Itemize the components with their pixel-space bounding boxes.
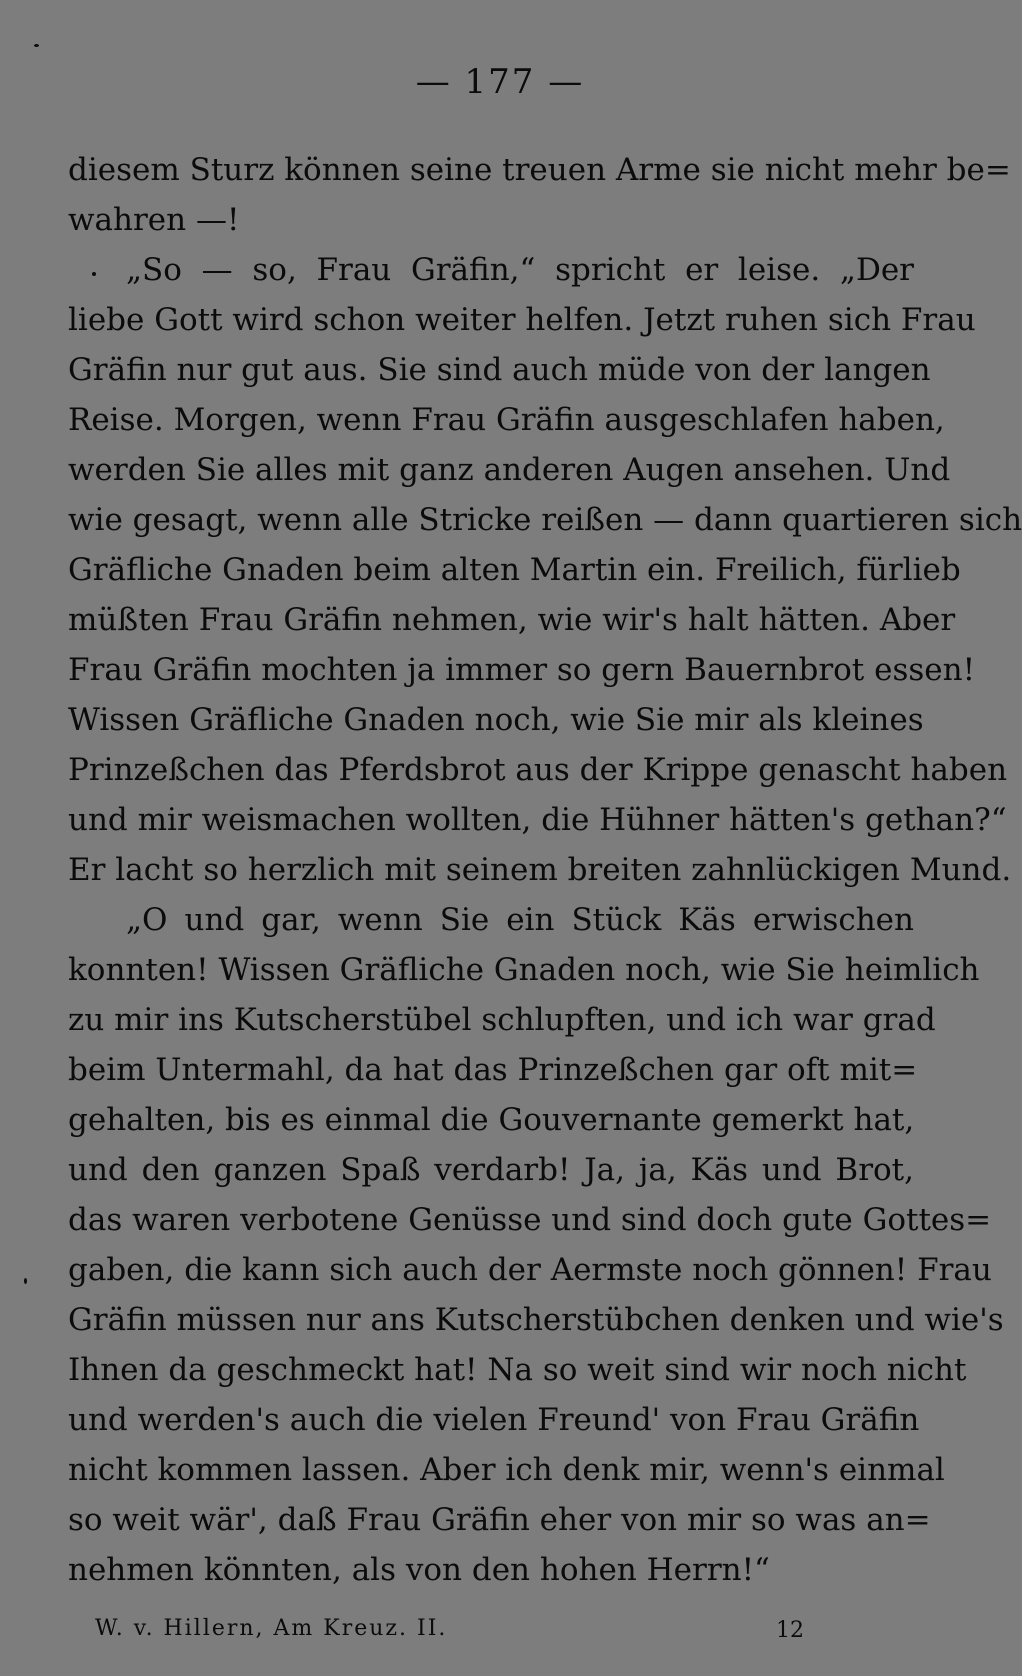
text-line: und mir weismachen wollten, die Hühner hätten's gethan?“	[68, 802, 1007, 838]
page-number: — 177 —	[415, 62, 585, 102]
text-line: konnten! Wissen Gräfliche Gnaden noch, wie Sie heimlich	[68, 952, 980, 988]
text-line: werden Sie alles mit ganz anderen Augen ansehen. Und	[68, 452, 951, 488]
text-line: Gräfin nur gut aus. Sie sind auch müde von der langen	[68, 352, 931, 388]
text-line: müßten Frau Gräfin nehmen, wie wir's halt hätten. Aber	[68, 602, 956, 638]
text-line: zu mir ins Kutscherstübel schlupften, und ich war grad	[68, 1002, 936, 1038]
text-line: „O und gar, wenn Sie ein Stück Käs erwischen	[126, 902, 914, 938]
text-line: und werden's auch die vielen Freund' von Frau Gräfin	[68, 1402, 920, 1438]
footer-signature: 12	[776, 1618, 804, 1643]
ink-speck	[92, 272, 96, 276]
text-line: Prinzeßchen das Pferdsbrot aus der Krippe genascht haben	[68, 752, 1008, 788]
text-line: nicht kommen lassen. Aber ich denk mir, wenn's einmal	[68, 1452, 945, 1488]
text-line: Gräfliche Gnaden beim alten Martin ein. Freilich, fürlieb	[68, 552, 961, 588]
text-line: wahren —!	[68, 202, 240, 238]
text-line: wie gesagt, wenn alle Stricke reißen — dann quartieren sich	[68, 502, 1022, 538]
text-line: Er lacht so herzlich mit seinem breiten zahnlückigen Mund.	[68, 852, 1012, 888]
text-line: gaben, die kann sich auch der Aermste noch gönnen! Frau	[68, 1252, 992, 1288]
text-line: Gräfin müssen nur ans Kutscherstübchen denken und wie's	[68, 1302, 1004, 1338]
text-line: so weit wär', daß Frau Gräfin eher von mir so was an=	[68, 1502, 931, 1538]
text-line: „So — so, Frau Gräfin,“ spricht er leise. „Der	[126, 252, 914, 288]
page-body	[68, 145, 1022, 1595]
text-line: Frau Gräfin mochten ja immer so gern Bauernbrot essen!	[68, 652, 976, 688]
text-line: liebe Gott wird schon weiter helfen. Jetzt ruhen sich Frau	[68, 302, 976, 338]
text-line: diesem Sturz können seine treuen Arme sie nicht mehr be=	[68, 152, 1011, 188]
text-line: beim Untermahl, da hat das Prinzeßchen gar oft mit=	[68, 1052, 918, 1088]
text-line: nehmen könnten, als von den hohen Herrn!“	[68, 1552, 770, 1588]
text-line: Ihnen da geschmeckt hat! Na so weit sind wir noch nicht	[68, 1352, 967, 1388]
text-line: Reise. Morgen, wenn Frau Gräfin ausgeschlafen haben,	[68, 402, 945, 438]
text-line: und den ganzen Spaß verdarb! Ja, ja, Käs und Brot,	[68, 1152, 914, 1188]
text-line: das waren verbotene Genüsse und sind doch gute Gottes=	[68, 1202, 992, 1238]
ink-speck	[24, 1278, 27, 1284]
ink-speck	[34, 44, 39, 47]
text-line: gehalten, bis es einmal die Gouvernante gemerkt hat,	[68, 1102, 915, 1138]
footer-author-title: W. v. Hillern, Am Kreuz. II.	[95, 1616, 448, 1641]
text-line: Wissen Gräfliche Gnaden noch, wie Sie mir als kleines	[68, 702, 924, 738]
